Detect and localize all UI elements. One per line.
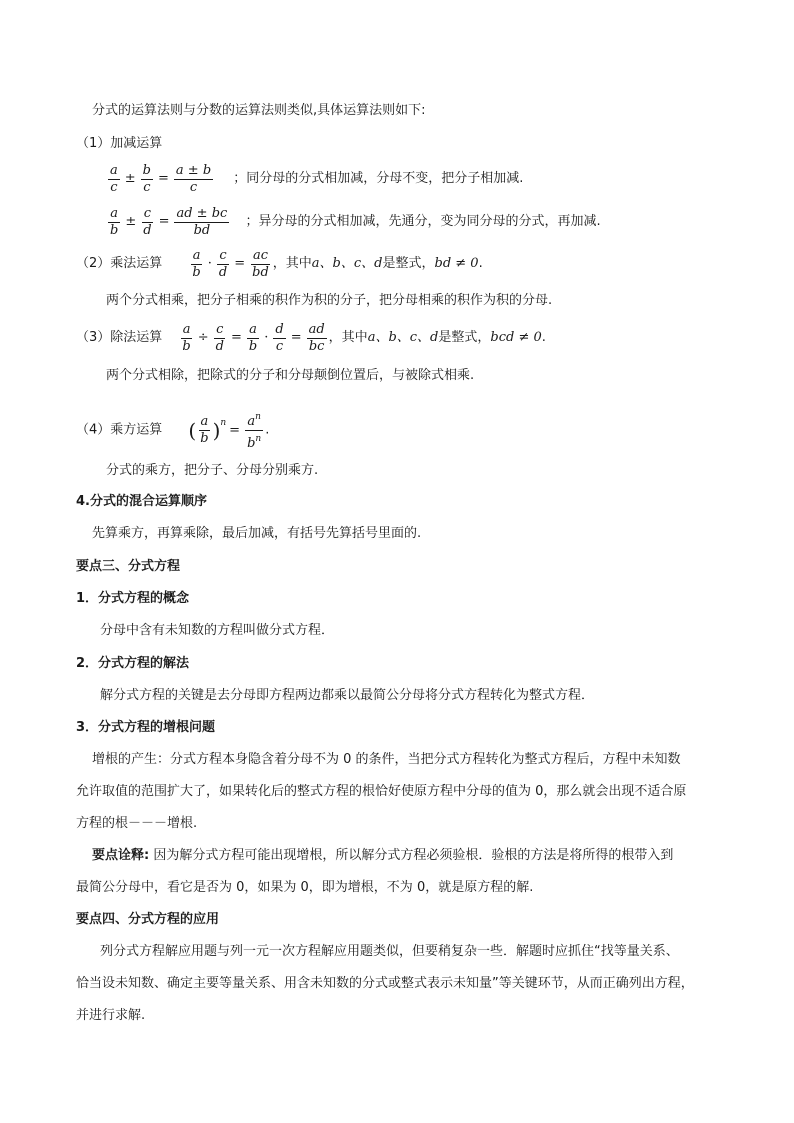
fraction-result: $\frac{ac}{bd}$ [252,247,269,280]
fraction-a-over-b: $\frac{a}{b}$ [182,321,191,354]
solution-title: 2．分式方程的解法 [76,656,190,671]
mixed-order-title: 4.分式的混合运算顺序 [76,494,207,509]
mixed-order-body: 先算乘方，再算乘除，最后加减，有括号先算括号里面的. [92,526,422,541]
condition-math: bd ≠ 0 [434,256,479,271]
different-denominator-rule: ；异分母的分式相加减，先通分，变为同分母的分式，再加减. [245,214,601,229]
fraction-c-over-d: $\frac{c}{d}$ [143,205,152,238]
extraneous-root-title: 3．分式方程的增根问题 [76,720,216,735]
div-description: 两个分式相除，把除式的分子和分母颠倒位置后，与被除式相乘. [106,368,475,383]
pow-heading: （4）乘方运算 [76,422,163,438]
pow-description: 分式的乘方，把分子、分母分别乘方. [106,463,319,478]
note-line-2: 最简公分母中，看它是否为 0，如果为 0，即为增根，不为 0，就是原方程的解. [76,880,534,895]
section-3-title: 要点三、分式方程 [76,559,181,574]
fraction-a-over-b-2: $\frac{a}{b}$ [248,321,258,354]
fraction-result: $\frac{a^n}{b^n}$ [245,409,263,452]
note-line-1: 要点诠释: 因为解分式方程可能出现增根，所以解分式方程必须验根．验根的方法是将所得的根带入到 [92,848,674,863]
solution-body: 解分式方程的关键是去分母即方程两边都乘以最简公分母将分式方程转化为整式方程． [100,688,595,703]
fraction-result: $\frac{a \pm b}{c}$ [175,162,212,195]
intro-text: 分式的运算法则与分数的运算法则类似,具体运算法则如下: [92,103,426,118]
application-line-2: 恰当设未知数、确定主要等量关系、用含未知数的分式或整式表示未知量”等关键环节，从而正确列出方程， [76,976,694,991]
mul-heading: （2）乘法运算 [76,256,163,271]
mul-description: 两个分式相乘，把分子相乘的积作为积的分子，把分母相乘的积作为积的分母. [106,293,553,308]
div-heading: （3）除法运算 [76,330,163,345]
fraction-a-over-c: $\frac{a}{c}$ [110,162,118,195]
application-line-1: 列分式方程解应用题与列一元一次方程解应用题类似，但要稍复杂一些．解题时应抓住“找等量关系、 [100,944,679,959]
same-denominator-rule: ；同分母的分式相加减，分母不变，把分子相加减. [233,171,524,186]
concept-title: 1．分式方程的概念 [76,591,190,606]
formula-different-denominator: $\frac{a}{b}$ ± $\frac{c}{d}$ = $\frac{ad \pm bc}{bd}$ ；异分母的分式相加减，先通分，变为同分母的分式，再加减. [110,205,601,238]
fraction-d-over-c: $\frac{d}{c}$ [275,321,284,354]
fraction-b-over-c: $\frac{b}{c}$ [142,162,151,195]
application-line-3: 并进行求解. [76,1008,146,1023]
variables: a、b、c、d [367,330,439,345]
fraction-result: $\frac{ad}{bc}$ [308,321,325,354]
section-4-title: 要点四、分式方程的应用 [76,912,220,927]
add-sub-heading: （1）加减运算 [76,136,163,151]
extraneous-root-line-1: 增根的产生：分式方程本身隐含着分母不为 0 的条件，当把分式方程转化为整式方程后，方程中未知数 [92,752,681,767]
fraction-a-over-b: $\frac{a}{b}$ [200,414,209,446]
formula-same-denominator: $\frac{a}{c}$ ± $\frac{b}{c}$ = $\frac{a \pm b}{c}$ ；同分母的分式相加减，分母不变，把分子相加减. [110,162,524,195]
extraneous-root-line-3: 方程的根－－－增根. [76,816,198,831]
fraction-a-over-b: $\frac{a}{b}$ [192,247,201,280]
variables: a、b、c、d [311,256,383,271]
concept-body: 分母中含有未知数的方程叫做分式方程． [100,623,335,638]
fraction-result: $\frac{ad \pm bc}{bd}$ [176,205,228,238]
fraction-c-over-d: $\frac{c}{d}$ [215,321,224,354]
power-line: （4）乘方运算 ( $\frac{a}{b}$ )$^n$ = $\frac{a^n}{b^n}$ . [76,404,269,452]
fraction-c-over-d: $\frac{c}{d}$ [218,247,228,280]
fraction-a-over-b: $\frac{a}{b}$ [110,205,119,238]
extraneous-root-line-2: 允许取值的范围扩大了，如果转化后的整式方程的根恰好使原方程中分母的值为 0，那么就会出现不适合原 [76,784,687,799]
division-line: （3）除法运算 $\frac{a}{b}$ ÷ $\frac{c}{d}$ = $\frac{a}{b}$ · $\frac{d}{c}$ = $\frac{ad}{bc}$ ，其中a、b、c、d是整式，bcd ≠ 0. [76,321,546,354]
multiplication-line: （2）乘法运算 $\frac{a}{b}$ · $\frac{c}{d}$ = $\frac{ac}{bd}$ ，其中a、b、c、d是整式，bd ≠ 0. [76,247,483,280]
note-label: 要点诠释: [92,848,150,863]
condition-math: bcd ≠ 0 [490,330,542,345]
